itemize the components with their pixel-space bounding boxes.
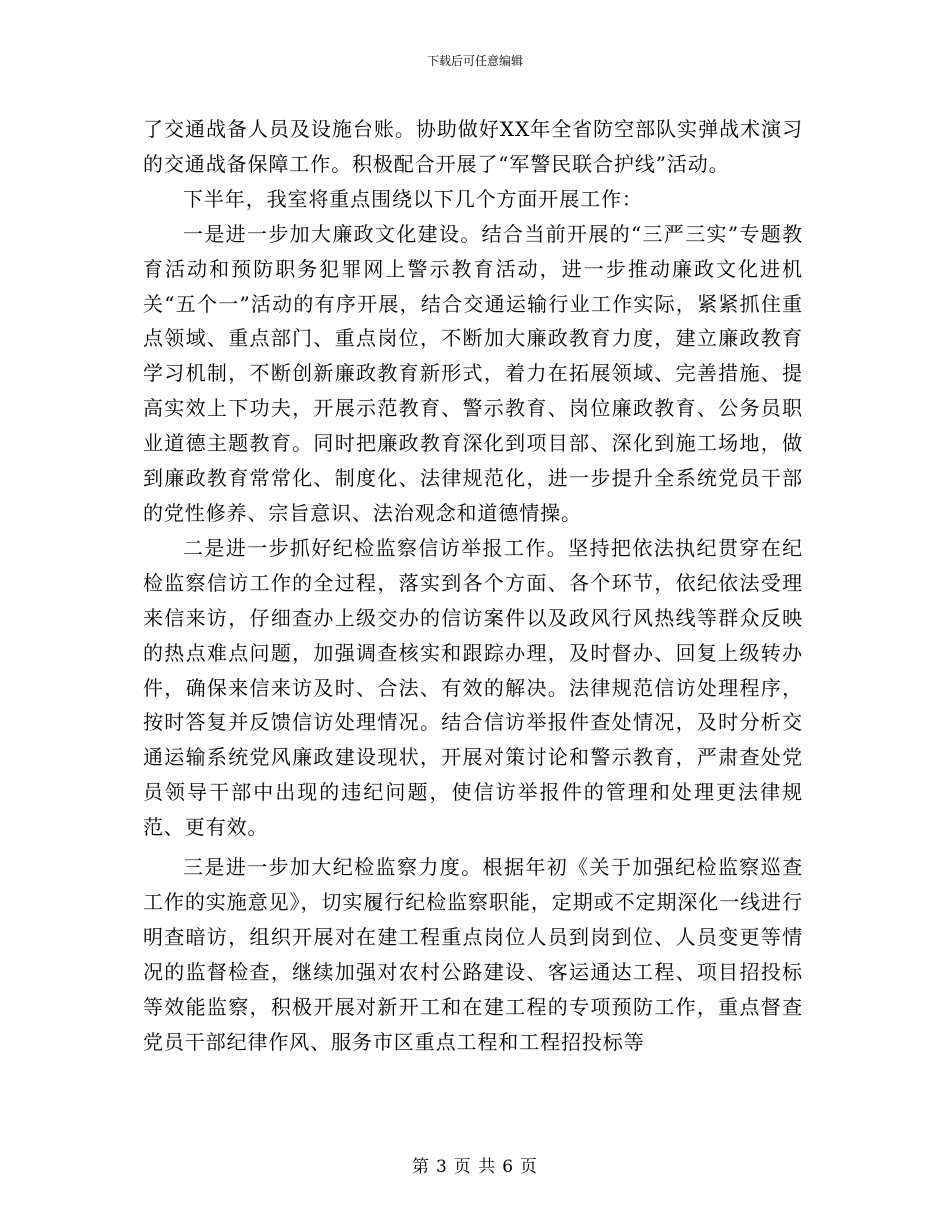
paragraph-item-one: 一是进一步加大廉政文化建设。结合当前开展的“三严三实”专题教育活动和预防职务犯罪网上警示教育活动，进一步推动廉政文化进机关“五个一”活动的有序开展，结合交通运输行业工作实际，紧紧抓住重点领域、重点部门、重点岗位，不断加大廉政教育力度，建立廉政教育学习机制，不断创新廉政教育新形式，着力在拓展领域、完善措施、提高实效上下功夫，开展示范教育、警示教育、岗位廉政教育、公务员职业道德主题教育。同时把廉政教育深化到项目部、深化到施工场地，做到廉政教育常常化、制度化、法律规范化，进一步提升全系统党员干部的党性修养、宗旨意识、法治观念和道德情操。 xyxy=(143,221,803,525)
document-body xyxy=(143,112,803,1059)
page-footer xyxy=(0,1155,950,1179)
footer-total-pages: 6 xyxy=(502,1157,515,1177)
paragraph-item-two: 二是进一步抓好纪检监察信访举报工作。坚持把依法执纪贯穿在纪检监察信访工作的全过程，落实到各个方面、各个环节，依纪依法受理来信来访，仔细查办上级交办的信访案件以及政风行风热线等群众反映的热点难点问题，加强调查核实和跟踪办理，及时督办、回复上级转办件，确保来信来访及时、合法、有效的解决。法律规范信访处理程序，按时答复并反馈信访处理情况。结合信访举报件查处情况，及时分析交通运输系统党风廉政建设现状，开展对策讨论和警示教育，严肃查处党员领导干部中出现的违纪问题，使信访举报件的管理和处理更法律规范、更有效。 xyxy=(143,535,803,840)
paragraph-continuation: 了交通战备人员及设施台账。协助做好XX年全省防空部队实弹战术演习的交通战备保障工作。积极配合开展了“军警民联合护线”活动。 xyxy=(143,117,803,176)
footer-middle: 页 共 xyxy=(453,1157,497,1177)
footer-current-page: 3 xyxy=(435,1157,448,1177)
footer-suffix: 页 xyxy=(520,1157,539,1177)
footer-prefix: 第 xyxy=(411,1157,430,1177)
page-header-note: 下载后可任意编辑 xyxy=(426,54,523,68)
paragraph-intro: 下半年，我室将重点围绕以下几个方面开展工作： xyxy=(183,186,643,211)
paragraph-item-three: 三是进一步加大纪检监察力度。根据年初《关于加强纪检监察巡查工作的实施意见》，切实履行纪检监察职能，定期或不定期深化一线进行明查暗访，组织开展对在建工程重点岗位人员到岗到位、人员变更等情况的监督检查，继续加强对农村公路建设、客运通达工程、项目招投标等效能监察，积极开展对新开工和在建工程的专项预防工作，重点督查党员干部纪律作风、服务市区重点工程和工程招投标等 xyxy=(143,855,803,1054)
